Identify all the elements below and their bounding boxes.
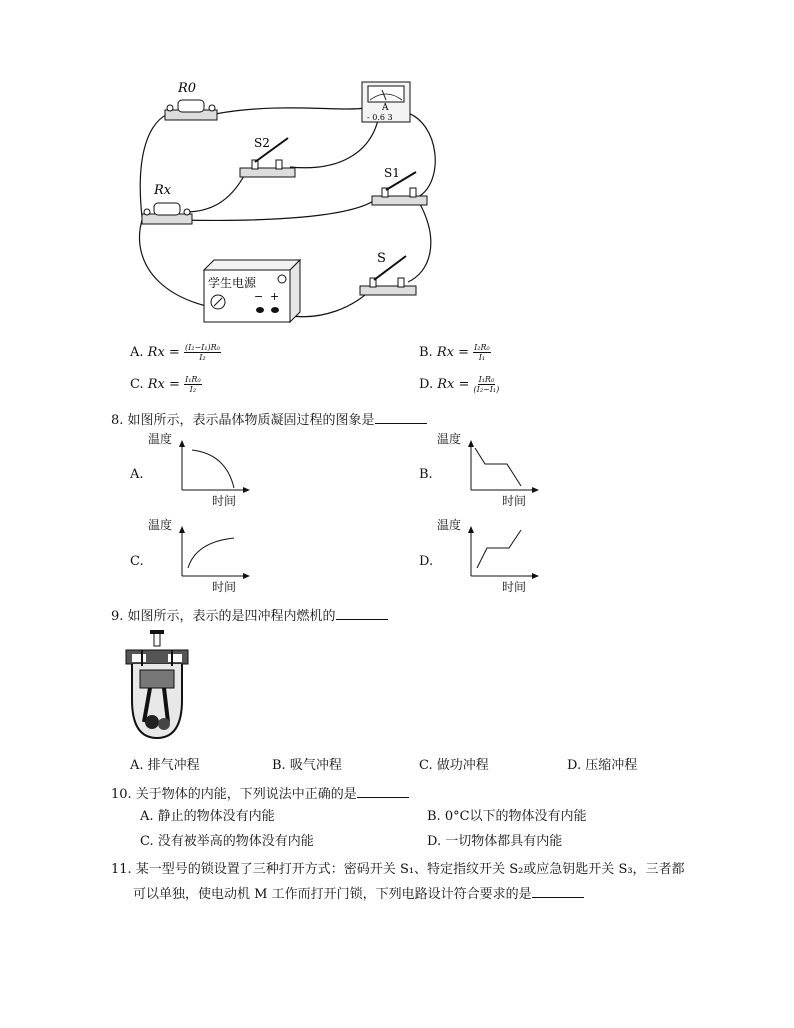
q11-stem-line1: 11. 某一型号的锁设置了三种打开方式：密码开关 S₁、特定指纹开关 S₂或应急钥匙开关 S₃，三者都 <box>111 862 685 877</box>
q10-option-a[interactable]: A. 静止的物体没有内能 <box>140 809 275 824</box>
label-ammeter: A <box>382 103 389 113</box>
q9-option-b[interactable]: B. 吸气冲程 <box>272 758 342 773</box>
label-rx: Rx <box>154 183 172 198</box>
q9-option-d[interactable]: D. 压缩冲程 <box>567 758 638 773</box>
q8-option-d-letter[interactable]: D. <box>419 554 434 569</box>
q10-option-d[interactable]: D. 一切物体都具有内能 <box>427 834 563 849</box>
answer-blank[interactable] <box>375 411 427 424</box>
answer-blank[interactable] <box>336 607 388 620</box>
graph-c-xlabel: 时间 <box>212 580 237 594</box>
label-minus: − <box>254 290 264 303</box>
switch-s1 <box>372 166 427 205</box>
q8-stem: 8. 如图所示，表示晶体物质凝固过程的图象是 <box>111 411 427 430</box>
circuit-diagram <box>120 72 450 334</box>
q9-option-c[interactable]: C. 做功冲程 <box>419 758 489 773</box>
q7-option-a[interactable]: A. Rx = $\frac{\text{(I₂−I₁)R₀}}{\text{I₂}}$ <box>130 343 220 362</box>
q10-option-b[interactable]: B. 0°C以下的物体没有内能 <box>427 809 587 824</box>
label-plus: + <box>270 290 280 303</box>
graph-a-xlabel: 时间 <box>212 494 237 508</box>
fraction: $\frac{\text{I₁R₀}}{\text{(I₂−I₁)}}$ <box>473 375 500 394</box>
label-s2: S2 <box>254 136 270 150</box>
graph-d-ylabel: 温度 <box>437 518 462 532</box>
fraction: $\frac{\text{I₂R₀}}{\text{I₁}}$ <box>474 343 490 362</box>
resistor-rx <box>142 183 192 224</box>
q9-stem: 9. 如图所示，表示的是四冲程内燃机的 <box>111 607 388 626</box>
q10-stem: 10. 关于物体的内能，下列说法中正确的是 <box>111 785 409 804</box>
label-ammeter-scale: - 0.6 3 <box>367 113 393 122</box>
resistor-r0 <box>165 81 217 120</box>
q8-option-b-letter[interactable]: B. <box>419 467 433 482</box>
label-s: S <box>377 251 386 266</box>
graph-d-xlabel: 时间 <box>502 580 527 594</box>
engine-diagram <box>122 630 192 746</box>
answer-blank[interactable] <box>357 785 409 798</box>
graph-b-xlabel: 时间 <box>502 494 527 508</box>
q7-option-c[interactable]: C. Rx = $\frac{\text{I₁R₀}}{\text{I₂}}$ <box>130 375 201 394</box>
graph-a-ylabel: 温度 <box>148 432 173 446</box>
graph-b-ylabel: 温度 <box>437 432 462 446</box>
q7-option-b[interactable]: B. Rx = $\frac{\text{I₂R₀}}{\text{I₁}}$ <box>419 343 490 362</box>
graph-c-ylabel: 温度 <box>148 518 173 532</box>
switch-s2 <box>240 136 295 177</box>
q8-option-a-letter[interactable]: A. <box>130 467 144 482</box>
answer-blank[interactable] <box>532 885 584 898</box>
graph-c <box>176 526 250 580</box>
ammeter <box>362 82 410 122</box>
label-s1: S1 <box>384 166 400 180</box>
graph-d <box>465 526 539 580</box>
q10-option-c[interactable]: C. 没有被举高的物体没有内能 <box>140 834 314 849</box>
graph-a <box>176 440 250 494</box>
q8-option-c-letter[interactable]: C. <box>130 554 144 569</box>
q9-option-a[interactable]: A. 排气冲程 <box>130 758 200 773</box>
label-r0: R0 <box>178 81 197 96</box>
q7-option-d[interactable]: D. Rx = $\frac{\text{I₁R₀}}{\text{(I₂−I₁)}}$ <box>419 375 500 394</box>
label-supply: 学生电源 <box>208 276 257 290</box>
switch-s <box>360 251 416 295</box>
fraction: $\frac{\text{I₁R₀}}{\text{I₂}}$ <box>185 375 201 394</box>
power-supply <box>204 260 300 322</box>
graph-b <box>465 440 539 494</box>
fraction: $\frac{\text{(I₂−I₁)R₀}}{\text{I₂}}$ <box>184 343 220 362</box>
q11-stem-line2: 可以单独，使电动机 M 工作而打开门锁，下列电路设计符合要求的是 <box>133 885 584 904</box>
